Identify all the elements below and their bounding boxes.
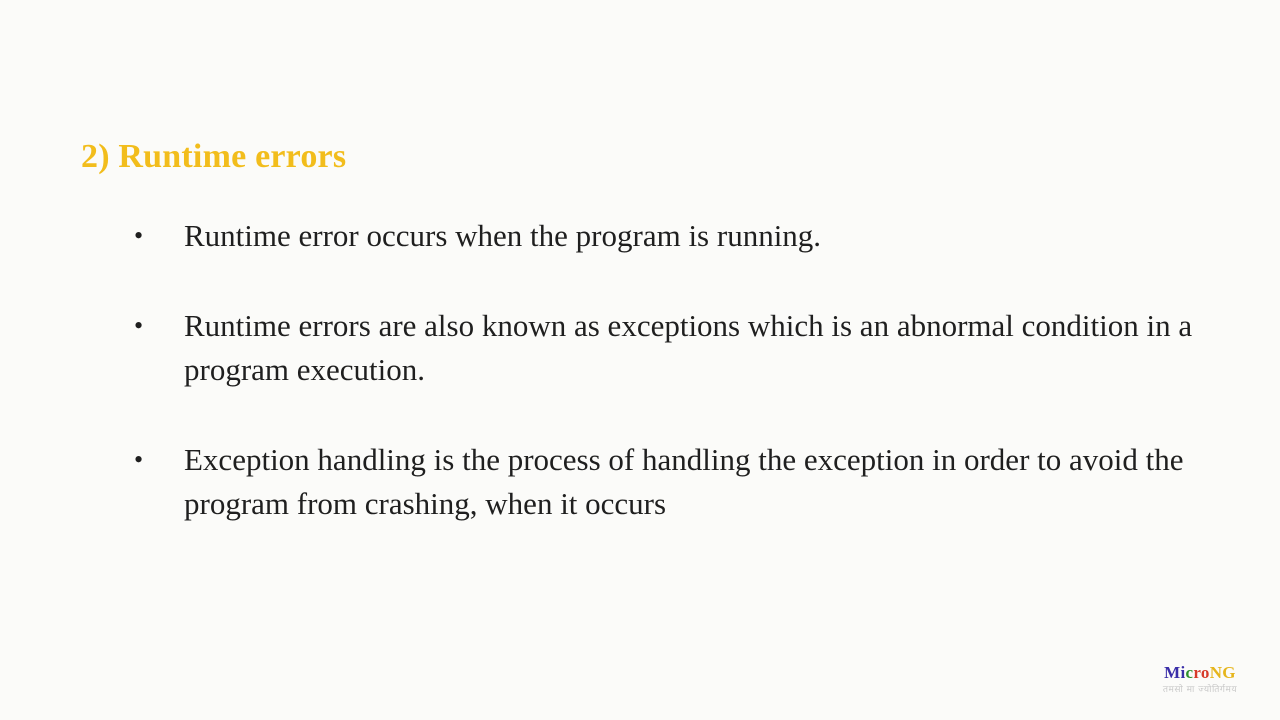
bullet-icon: • xyxy=(134,445,144,474)
slide-heading: 2) Runtime errors xyxy=(81,138,347,175)
micro-ng-logo xyxy=(1140,662,1260,702)
logo-part: Mi xyxy=(1164,663,1186,682)
bullet-icon: • xyxy=(134,311,144,340)
logo-part: c xyxy=(1185,663,1194,682)
logo-part: NG xyxy=(1209,663,1236,682)
logo-wordmark xyxy=(1140,662,1260,684)
logo-part: ro xyxy=(1193,663,1210,682)
bullet-text: Runtime error occurs when the program is running. xyxy=(184,218,822,253)
bullet-icon: • xyxy=(134,221,144,250)
logo-tagline: तमसो मा ज्योतिर्गमय xyxy=(1162,685,1238,695)
bullet-text: Exception handling is the process of handling the exception in order to avoid the program from crashing, when it occurs xyxy=(184,442,1184,521)
bullet-text: Runtime errors are also known as exceptions which is an abnormal condition in a program execution. xyxy=(184,308,1193,387)
